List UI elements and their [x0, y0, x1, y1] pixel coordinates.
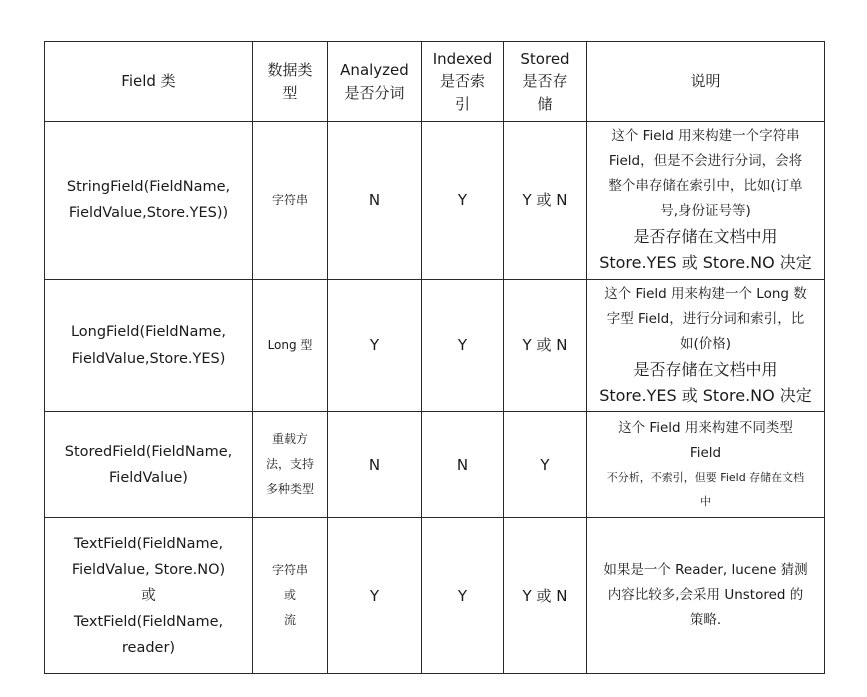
desc-emphasis-line: Store.YES 或 Store.NO 决定: [599, 385, 812, 405]
header-data-type: [253, 42, 328, 122]
header-description: 说明: [587, 42, 825, 122]
field-line: FieldValue, Store.NO): [71, 561, 226, 578]
stored-cell: Y 或 N: [504, 122, 587, 280]
field-line: StringField(FieldName,: [66, 179, 231, 196]
desc-line: 如果是一个 Reader, lucene 猜测: [603, 562, 808, 579]
description-cell: [587, 122, 825, 280]
header-indexed-line: 是否索: [439, 72, 485, 91]
data-type-cell: [253, 122, 328, 280]
type-line: 字符串: [271, 563, 308, 578]
table-row: [45, 122, 825, 280]
desc-emphasis-line: Store.YES 或 Store.NO 决定: [599, 253, 812, 273]
type-line: 或: [283, 588, 296, 603]
desc-line: 字型 Field，进行分词和索引，比: [606, 310, 805, 327]
desc-note-line: 中: [700, 494, 711, 508]
field-line: TextField(FieldName,: [73, 535, 224, 552]
field-line: LongField(FieldName,: [70, 324, 227, 341]
header-analyzed-line: 是否分词: [344, 83, 405, 102]
description-cell: [587, 279, 825, 412]
header-analyzed: [328, 42, 422, 122]
indexed-cell: N: [422, 412, 504, 518]
desc-line: 整个串存储在索引中，比如(订单: [608, 177, 803, 194]
field-line: 或: [141, 587, 156, 604]
type-line: 多种类型: [265, 482, 314, 497]
field-class-cell: [45, 122, 253, 280]
indexed-cell: Y: [422, 279, 504, 412]
type-line: 法，支持: [265, 457, 314, 472]
header-data-type-line: 数据类: [267, 61, 313, 79]
stored-cell: Y 或 N: [504, 279, 587, 412]
field-line: FieldValue,Store.YES)): [68, 205, 229, 222]
header-row: [45, 42, 825, 122]
header-analyzed-line: Analyzed: [340, 61, 409, 79]
type-line: 重载方: [271, 432, 308, 447]
data-type-cell: [253, 412, 328, 518]
field-type-table: [44, 41, 825, 674]
analyzed-cell: N: [328, 412, 422, 518]
field-line: reader): [121, 639, 176, 656]
description-cell: [587, 518, 825, 674]
type-line: Long 型: [267, 337, 313, 352]
field-line: FieldValue,Store.YES): [71, 350, 226, 367]
analyzed-cell: N: [328, 122, 422, 280]
data-type-cell: [253, 518, 328, 674]
indexed-cell: Y: [422, 518, 504, 674]
header-stored-line: 储: [537, 94, 553, 113]
type-line: 字符串: [271, 192, 308, 207]
desc-line: 内容比较多,会采用 Unstored 的: [607, 587, 804, 604]
type-line: 流: [283, 613, 296, 628]
desc-emphasis-line: 是否存储在文档中用: [633, 226, 778, 246]
analyzed-cell: Y: [328, 518, 422, 674]
table-row: [45, 518, 825, 674]
field-line: StoredField(FieldName,: [64, 443, 233, 460]
desc-line: Field，但是不会进行分词，会将: [608, 152, 803, 169]
desc-line: 这个 Field 用来构建一个 Long 数: [604, 285, 807, 302]
stored-cell: Y: [504, 412, 587, 518]
field-line: FieldValue): [109, 469, 188, 486]
header-stored-line: 是否存: [522, 72, 568, 91]
field-class-cell: [45, 279, 253, 412]
field-class-cell: [45, 412, 253, 518]
desc-line: 如(价格): [679, 335, 732, 352]
stored-cell: Y 或 N: [504, 518, 587, 674]
header-data-type-line: 型: [282, 83, 298, 102]
header-field-class: Field 类: [45, 42, 253, 122]
description-cell: [587, 412, 825, 518]
desc-note-line: 不分析，不索引，但要 Field 存储在文档: [606, 470, 805, 484]
indexed-cell: Y: [422, 122, 504, 280]
desc-emphasis-line: 是否存储在文档中用: [633, 359, 778, 379]
table-row: [45, 412, 825, 518]
field-line: TextField(FieldName,: [73, 613, 224, 630]
analyzed-cell: Y: [328, 279, 422, 412]
header-stored: [504, 42, 587, 122]
data-type-cell: [253, 279, 328, 412]
desc-line: 号,身份证号等): [660, 202, 751, 219]
header-stored-line: Stored: [520, 49, 570, 68]
field-class-cell: [45, 518, 253, 674]
desc-line: 这个 Field 用来构建不同类型: [618, 419, 793, 436]
desc-line: 这个 Field 用来构建一个字符串: [611, 128, 800, 144]
header-indexed: [422, 42, 504, 122]
desc-line: 策略.: [689, 612, 722, 629]
header-indexed-line: Indexed: [432, 49, 493, 68]
header-indexed-line: 引: [454, 94, 470, 113]
desc-line: Field: [689, 444, 722, 461]
table-row: [45, 279, 825, 412]
